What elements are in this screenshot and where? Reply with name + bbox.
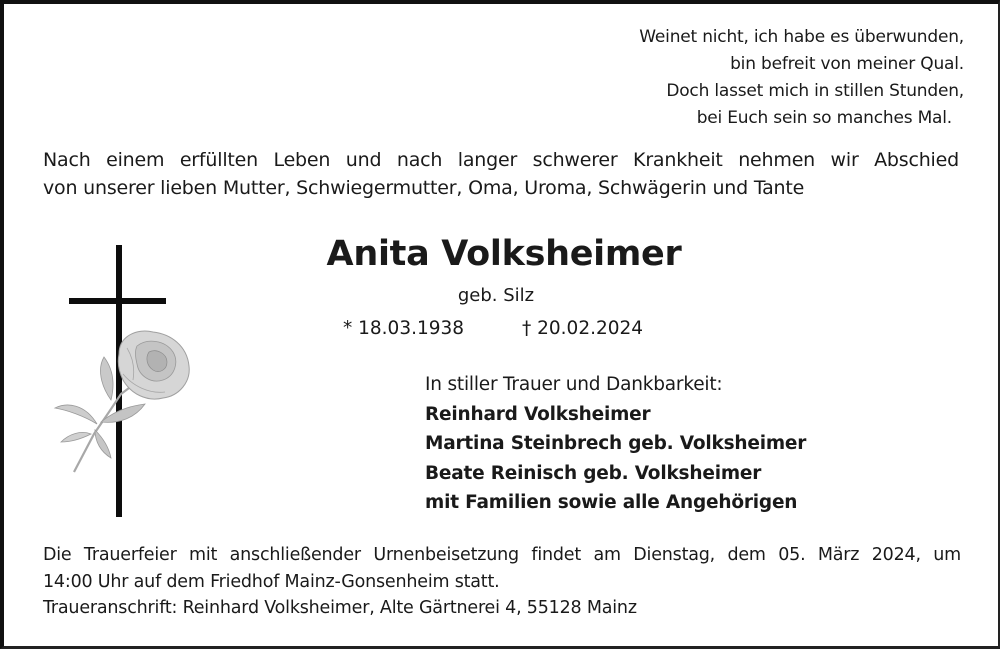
mourners-block — [425, 370, 806, 518]
deceased-name: Anita Volksheimer — [326, 234, 682, 274]
funeral-info-line: 14:00 Uhr auf dem Friedhof Mainz-Gonsenheim statt. — [43, 571, 500, 592]
intro-line: Nach einem erfüllten Leben und nach langer schwerer Krankheit nehmen wir Abschied — [43, 149, 959, 171]
poem-line: bin befreit von meiner Qual. — [730, 54, 964, 74]
intro-paragraph — [43, 146, 959, 202]
mourning-address: Traueranschrift: Reinhard Volksheimer, Alte Gärtnerei 4, 55128 Mainz — [43, 598, 637, 618]
rose-icon — [49, 324, 199, 474]
poem-line: bei Euch sein so manches Mal. — [696, 108, 952, 128]
mourner-name: mit Familien sowie alle Angehörigen — [425, 492, 798, 513]
mourner-name: Martina Steinbrech geb. Volksheimer — [425, 433, 807, 454]
mourners-heading: In stiller Trauer und Dankbarkeit: — [425, 374, 723, 395]
maiden-name: geb. Silz — [457, 285, 535, 306]
mourner-name: Reinhard Volksheimer — [425, 403, 651, 425]
poem — [639, 24, 964, 132]
cross-horizontal-bar — [69, 298, 166, 304]
poem-line: Doch lasset mich in stillen Stunden, — [666, 81, 964, 101]
mourner-name: Beate Reinisch geb. Volksheimer — [425, 462, 762, 484]
funeral-info — [43, 542, 961, 622]
poem-line: Weinet nicht, ich habe es überwunden, — [639, 27, 964, 47]
death-date: † 20.02.2024 — [522, 318, 644, 339]
birth-date: * 18.03.1938 — [343, 318, 465, 339]
intro-line: von unserer lieben Mutter, Schwiegermutter, Oma, Uroma, Schwägerin und Tante — [43, 177, 805, 199]
funeral-info-line: Die Trauerfeier mit anschließender Urnenbeisetzung findet am Dienstag, dem 05. März 2024, um — [43, 545, 961, 565]
